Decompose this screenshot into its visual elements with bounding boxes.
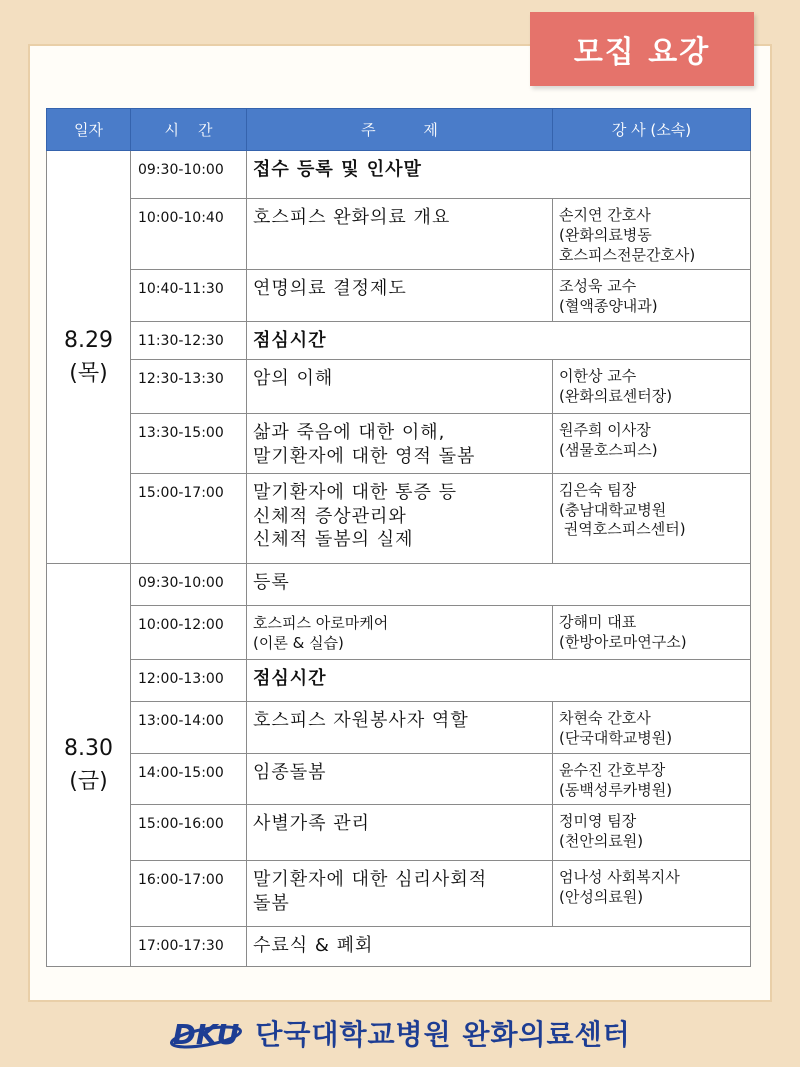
topic-line: 암의 이해: [253, 368, 334, 390]
schedule-row: [47, 805, 751, 861]
header-speaker: 강 사 (소속): [553, 109, 751, 151]
topic-line: 사별가족 관리: [253, 813, 371, 835]
speaker-line: 원주희 이사장: [559, 421, 651, 440]
session-topic: [247, 199, 553, 270]
session-topic: [247, 753, 553, 805]
topic-line: (이론 & 실습): [253, 633, 344, 652]
topic-line: 말기환자에 대한 통증 등: [253, 481, 458, 503]
schedule-row: [47, 861, 751, 927]
topic-line: 수료식 & 폐회: [253, 935, 374, 957]
topic-line: 점심시간: [253, 667, 327, 689]
speaker-line: 손지연 간호사: [559, 206, 651, 224]
session-speaker: [553, 701, 751, 753]
footer-center-name: 단국대학교병원 완화의료센터: [255, 1018, 631, 1051]
session-topic: [247, 322, 751, 360]
session-time: 13:30-15:00: [131, 414, 247, 474]
session-time: 09:30-10:00: [131, 563, 247, 605]
session-speaker: [553, 605, 751, 659]
session-time: 09:30-10:00: [131, 151, 247, 199]
speaker-line: (충남대학교병원: [559, 500, 667, 519]
session-topic: [247, 701, 553, 753]
topic-line: 등록: [253, 571, 290, 593]
session-topic: [247, 473, 553, 563]
session-time: 15:00-17:00: [131, 473, 247, 563]
session-time: 12:00-13:00: [131, 659, 247, 701]
speaker-line: 엄나성 사회복지사: [559, 868, 680, 887]
session-time: 13:00-14:00: [131, 701, 247, 753]
svg-text:DKU: DKU: [172, 1018, 240, 1051]
table-header-row: [47, 109, 751, 151]
session-speaker: [553, 473, 751, 563]
session-topic: [247, 270, 553, 322]
speaker-line: (샘물호스피스): [559, 441, 658, 460]
session-time: 16:00-17:00: [131, 861, 247, 927]
topic-line: 신체적 증상관리와: [253, 505, 407, 527]
session-topic: [247, 659, 751, 701]
session-speaker: [553, 805, 751, 861]
topic-line: 호스피스 완화의료 개요: [253, 207, 451, 228]
speaker-line: (안성의료원): [559, 888, 644, 907]
speaker-line: (단국대학교병원): [559, 728, 673, 747]
session-topic: [247, 414, 553, 474]
dku-logo-icon: [169, 1010, 243, 1056]
session-speaker: [553, 270, 751, 322]
topic-line: 호스피스 자원봉사자 역할: [253, 709, 469, 731]
speaker-line: (완화의료병동: [559, 225, 652, 244]
day-weekday: (금): [69, 769, 108, 795]
footer: [0, 1008, 800, 1058]
schedule-row: [47, 701, 751, 753]
topic-line: 점심시간: [253, 330, 327, 352]
speaker-line: 권역호스피스센터): [559, 520, 686, 539]
speaker-line: 정미영 팀장: [559, 812, 637, 831]
speaker-line: 호스피스전문간호사): [559, 245, 696, 264]
session-time: 15:00-16:00: [131, 805, 247, 861]
header-time: 시 간: [131, 109, 247, 151]
schedule-row: [47, 473, 751, 563]
speaker-line: 김은숙 팀장: [559, 480, 637, 499]
topic-line: 신체적 돌봄의 실제: [253, 529, 414, 551]
speaker-line: 차현숙 간호사: [559, 708, 651, 727]
day-date: 8.29: [64, 327, 113, 353]
speaker-line: (동백성루카병원): [559, 780, 673, 799]
session-speaker: [553, 360, 751, 414]
speaker-line: 조성욱 교수: [559, 277, 637, 296]
session-time: 11:30-12:30: [131, 322, 247, 360]
schedule-body: [47, 151, 751, 967]
topic-line: 돌봄: [253, 893, 290, 915]
topic-line: 호스피스 아로마케어: [253, 613, 389, 632]
topic-line: 말기환자에 대한 영적 돌봄: [253, 446, 476, 468]
schedule-row: [47, 199, 751, 270]
speaker-line: 강해미 대표: [559, 612, 637, 631]
schedule-row: [47, 360, 751, 414]
session-topic: [247, 563, 751, 605]
session-topic: [247, 151, 751, 199]
session-topic: [247, 927, 751, 967]
schedule-row: [47, 927, 751, 967]
speaker-line: (혈액종양내과): [559, 297, 658, 316]
topic-line: 삶과 죽음에 대한 이해,: [253, 422, 446, 444]
schedule-row: [47, 605, 751, 659]
session-topic: [247, 805, 553, 861]
session-speaker: [553, 753, 751, 805]
speaker-line: (완화의료센터장): [559, 387, 673, 406]
topic-line: 임종돌봄: [253, 761, 327, 783]
session-speaker: [553, 414, 751, 474]
schedule-row: [47, 414, 751, 474]
header-date: 일자: [47, 109, 131, 151]
header-topic: 주 제: [247, 109, 553, 151]
schedule-row: [47, 270, 751, 322]
day-date-cell: [47, 563, 131, 967]
session-speaker: [553, 861, 751, 927]
topic-line: 접수 등록 및 인사말: [253, 159, 422, 180]
day-weekday: (목): [69, 360, 108, 386]
day-date-cell: [47, 151, 131, 564]
session-topic: [247, 861, 553, 927]
session-time: 14:00-15:00: [131, 753, 247, 805]
session-time: 10:00-12:00: [131, 605, 247, 659]
recruitment-tag: 모집 요강: [530, 12, 754, 86]
schedule-table: [46, 108, 751, 967]
schedule-row: [47, 753, 751, 805]
speaker-line: 이한상 교수: [559, 367, 637, 386]
session-topic: [247, 605, 553, 659]
session-time: 10:40-11:30: [131, 270, 247, 322]
speaker-line: (한방아로마연구소): [559, 632, 687, 651]
schedule-row: [47, 659, 751, 701]
schedule-row: [47, 563, 751, 605]
topic-line: 연명의료 결정제도: [253, 278, 407, 300]
session-topic: [247, 360, 553, 414]
topic-line: 말기환자에 대한 심리사회적: [253, 869, 488, 891]
session-time: 17:00-17:30: [131, 927, 247, 967]
speaker-line: (천안의료원): [559, 832, 644, 851]
speaker-line: 윤수진 간호부장: [559, 760, 666, 779]
schedule-row: [47, 151, 751, 199]
session-time: 10:00-10:40: [131, 199, 247, 270]
day-date: 8.30: [64, 736, 113, 762]
schedule-row: [47, 322, 751, 360]
session-time: 12:30-13:30: [131, 360, 247, 414]
session-speaker: [553, 199, 751, 270]
